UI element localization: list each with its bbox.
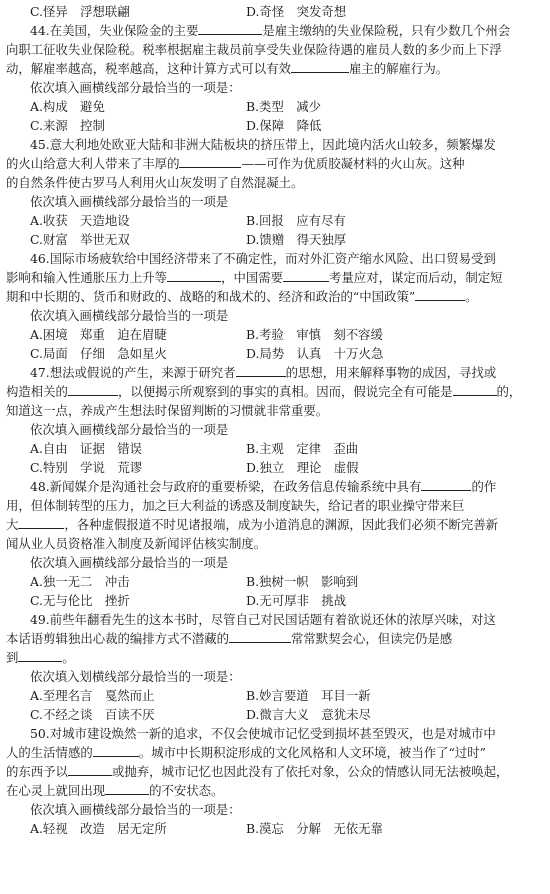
blank [105,782,149,795]
text: ，中国需要 [221,270,284,285]
option-d: D.奇怪 突发奇想 [246,4,347,19]
blank [167,269,221,282]
option-a: A.独一无二 冲击 [30,574,130,589]
option-a: A.收获 天造地设 [30,213,130,228]
text: 44.在美国，失业保险金的主要 [30,23,199,38]
option-a: A.至理名言 戛然而止 [30,688,155,703]
text: 本话语剪辑独出心裁的编排方式不潜藏的 [6,631,230,646]
text: ——可作为优质胶凝材料的火山灰。这种 [241,156,465,171]
option-b: B.考验 审慎 刻不容缓 [246,327,383,342]
question-48-line-2: 用，但体制转型的压力，加之巨大利益的诱惑及制度缺失，给记者的职业操守带来巨 [6,498,465,513]
option-b: B.回报 应有尽有 [246,213,346,228]
question-50-options-ab [6,819,544,838]
option-a: A.构成 避免 [30,99,105,114]
blank [18,516,64,529]
question-49-options-cd [6,705,544,724]
question-49-options-ab [6,686,544,705]
question-45-line-2 [6,154,544,173]
question-48-prompt: 依次填入画横线部分最恰当的一项是 [30,555,229,570]
question-47-options-cd [6,458,544,477]
text: ，各种虚假报道不时见诸报端，成为小道消息的渊源，因此我们必须不断完善新 [64,517,499,532]
option-b: B.漠忘 分解 无依无靠 [246,821,383,836]
question-47-prompt: 依次填入画横线部分最恰当的一项是 [30,422,229,437]
option-a: A.自由 证据 错误 [30,441,143,456]
option-d: D.独立 理论 虚假 [246,460,359,475]
blank [283,269,329,282]
question-44-line-2: 向职工征收失业保险税。税率根据雇主裁员前享受失业保险待遇的雇员人数的多少而上下浮 [6,42,502,57]
text: 影响和输入性通胀压力上升等 [6,270,168,285]
text: 。城市中长期积淀形成的文化风格和人文环境，被当作了“过时” [138,745,486,760]
text: 。 [465,289,478,304]
text: 的作 [471,479,497,494]
question-46 [6,249,544,363]
question-45-line-3: 的自然条件使古罗马人利用火山灰发明了自然混凝土。 [6,175,304,190]
question-44-line-3 [6,59,544,78]
text: 常常默契会心，但读完仍是感 [291,631,453,646]
text: 47.想法或假说的产生，来源于研究者 [30,365,236,380]
question-49-prompt: 依次填入划横线部分最恰当的一项是： [30,669,241,684]
blank [415,288,465,301]
blank [68,383,118,396]
text: 。 [62,650,75,665]
text: 到 [6,650,19,665]
question-50-line-4 [6,781,544,800]
question-45 [6,135,544,249]
question-48-line-3 [6,515,544,534]
question-45-options-ab [6,211,544,230]
text: ，以便揭示所观察到的事实的真相。因而，假说完全有可能是 [117,384,453,399]
question-50 [6,724,544,838]
blank [18,649,62,662]
blank [236,364,286,377]
question-44-options-cd [6,116,544,135]
question-47-line-3: 知道这一点，养成产生想法时保留判断的习惯就非常重要。 [6,403,329,418]
blank [198,22,262,35]
option-d: D.无可厚非 挑战 [246,593,347,608]
option-b: B.类型 减少 [246,99,321,114]
question-46-line-2 [6,268,544,287]
blank [453,383,497,396]
option-c: C.怪异 浮想联翩 [30,4,130,19]
question-44-line-1 [6,21,544,40]
options-row-carryover [6,2,544,21]
question-50-line-2 [6,743,544,762]
question-45-options-cd [6,230,544,249]
question-48-line-1 [6,477,544,496]
option-b: B.独树一帜 影响到 [246,574,359,589]
text: 在心灵上就回出现 [6,783,106,798]
option-c: C.特别 学说 荒谬 [30,460,143,475]
option-d: D.保障 降低 [246,118,322,133]
question-48-options-cd [6,591,544,610]
text: 的， [496,384,522,399]
option-a: A.困境 郑重 迫在眉睫 [30,327,167,342]
blank [291,60,349,73]
text: 48.新闻媒介是沟通社会与政府的重要桥梁，在政务信息传输系统中具有 [30,479,422,494]
question-47 [6,363,544,477]
question-47-line-1 [6,363,544,382]
question-49-line-1: 49.前些年翻看先生的这本书时，尽管自己对民国话题有着欲说还休的浓厚兴味，对这 [30,612,496,627]
question-46-line-3 [6,287,544,306]
text: 大 [6,517,19,532]
blank [421,478,471,491]
question-45-line-1: 45.意大利地处欧亚大陆和非洲大陆板块的挤压带上，因此境内活火山较多，频繁爆发 [30,137,496,152]
question-50-line-3 [6,762,544,781]
blank [93,744,139,757]
question-44-prompt: 依次填入画横线部分最恰当的一项是： [30,80,241,95]
question-46-options-ab [6,325,544,344]
question-45-prompt: 依次填入画横线部分最恰当的一项是 [30,194,229,209]
text: 的火山给意大利人带来了丰厚的 [6,156,180,171]
question-49 [6,610,544,724]
text: 的不安状态。 [149,783,224,798]
text: 的东西予以 [6,764,68,779]
option-c: C.局面 仔细 急如星火 [30,346,167,361]
blank [179,155,241,168]
question-47-line-2 [6,382,544,401]
question-44-options-ab [6,97,544,116]
text: 构造相关的 [6,384,68,399]
option-d: D.馈赠 得天独厚 [246,232,347,247]
question-49-line-3 [6,648,544,667]
option-c: C.不经之谈 百读不厌 [30,707,155,722]
text: 的思想，用来解释事物的成因，寻找或 [285,365,497,380]
text: 人的生活情感的 [6,745,93,760]
question-50-line-1: 50.对城市建设焕然一新的追求，不仅会使城市记忆受到损坏甚至毁灭，也是对城市中 [30,726,496,741]
text: 或抛弃，城市记忆也因此没有了依托对象，公众的情感认同无法被唤起， [111,764,509,779]
option-b: B.妙言要道 耳目一新 [246,688,371,703]
question-50-prompt: 依次填入画横线部分最恰当的一项是： [30,802,241,817]
blank [229,630,291,643]
option-c: C.来源 控制 [30,118,105,133]
text: 考量应对，谋定而后动，制定短 [329,270,503,285]
question-46-prompt: 依次填入画横线部分最恰当的一项是 [30,308,229,323]
question-44 [6,21,544,135]
text: 动，解雇率越高，税率越高，这种计算方式可以有效 [6,61,291,76]
option-a: A.轻视 改造 居无定所 [30,821,167,836]
question-48-line-4: 闻从业人员资格准入制度及新闻评估核实制度。 [6,536,267,551]
text: 雇主的解雇行为。 [348,61,449,76]
question-48 [6,477,544,610]
option-d: D.局势 认真 十万火急 [246,346,384,361]
text: 是雇主缴纳的失业保险税，只有少数几个州会 [262,23,511,38]
option-c: C.财富 举世无双 [30,232,130,247]
question-46-options-cd [6,344,544,363]
question-48-options-ab [6,572,544,591]
option-b: B.主观 定律 歪曲 [246,441,359,456]
blank [68,763,112,776]
text: 期和中长期的、货币和财政的、战略的和战术的、经济和政治的“中国政策” [6,289,416,304]
question-47-options-ab [6,439,544,458]
option-c: C.无与伦比 挫折 [30,593,130,608]
option-d: D.微言大义 意犹未尽 [246,707,371,722]
question-49-line-2 [6,629,544,648]
question-46-line-1: 46.国际市场疲软给中国经济带来了不确定性，而对外汇资产缩水风险、出口贸易受到 [30,251,496,266]
